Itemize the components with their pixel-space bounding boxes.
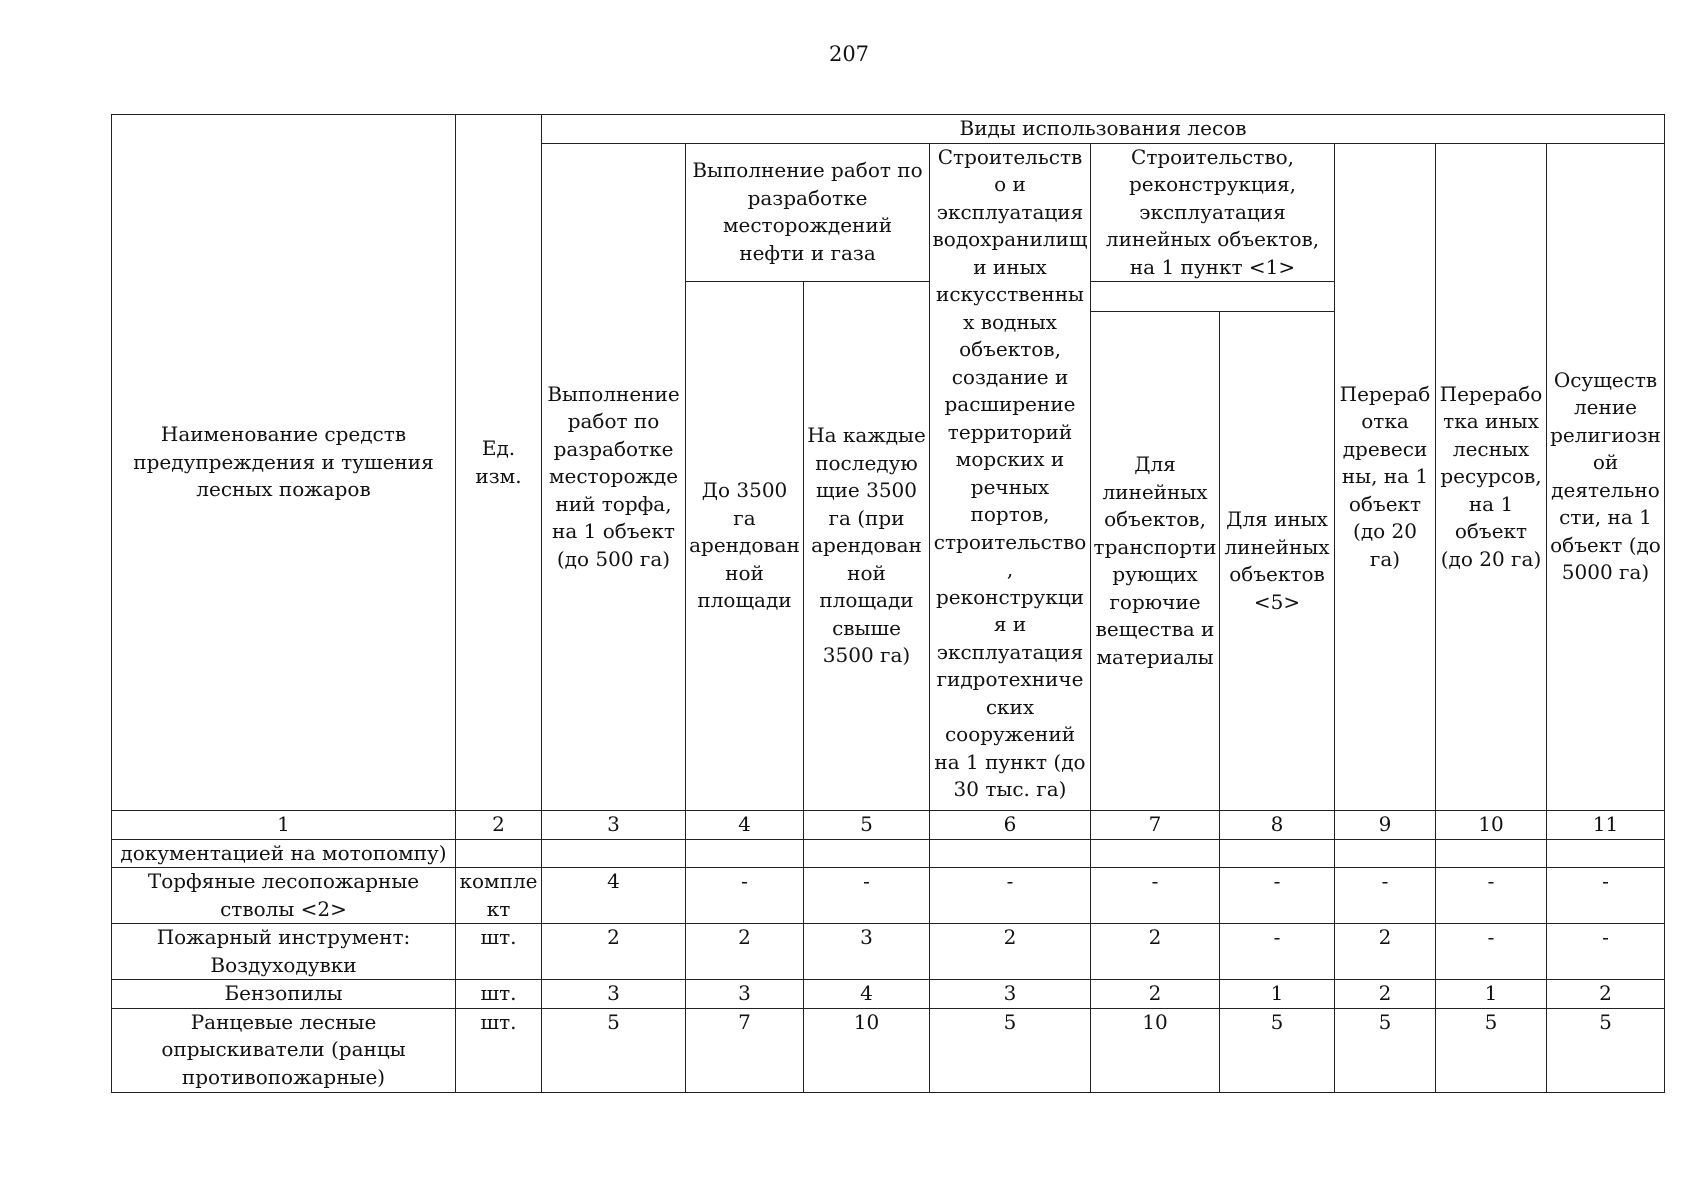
- row-value: 2: [1547, 980, 1665, 1009]
- column-number: 8: [1220, 811, 1335, 840]
- column-number: 1: [112, 811, 456, 840]
- row-value: 3: [930, 980, 1091, 1009]
- header-religious: Осуществление религиозной деятельности, на 1 объект (до 5000 га): [1547, 143, 1665, 811]
- table-row: [112, 868, 1665, 924]
- row-name: Пожарный инструмент: Воздуходувки: [112, 924, 456, 980]
- row-value: -: [1436, 924, 1547, 980]
- column-number: 10: [1436, 811, 1547, 840]
- row-value: [930, 839, 1091, 868]
- row-value: -: [1547, 924, 1665, 980]
- row-value: 2: [1335, 980, 1436, 1009]
- page-number: 207: [828, 42, 870, 66]
- row-value: -: [1220, 868, 1335, 924]
- row-value: -: [804, 868, 930, 924]
- row-unit: [456, 839, 542, 868]
- table-row: [112, 924, 1665, 980]
- table-row: [112, 1008, 1665, 1092]
- row-value: 2: [1091, 980, 1220, 1009]
- row-value: 7: [686, 1008, 804, 1092]
- header-row-1: [112, 115, 1665, 144]
- column-number: 11: [1547, 811, 1665, 840]
- row-value: 2: [542, 924, 686, 980]
- row-unit: шт.: [456, 924, 542, 980]
- column-number: 9: [1335, 811, 1436, 840]
- row-value: -: [1547, 868, 1665, 924]
- row-value: -: [930, 868, 1091, 924]
- header-name: Наименование средств предупреждения и тушения лесных пожаров: [112, 115, 456, 811]
- row-name: Торфяные лесопожарные стволы <2>: [112, 868, 456, 924]
- row-value: 3: [804, 924, 930, 980]
- column-numbers-row: [112, 811, 1665, 840]
- table-row: [112, 839, 1665, 868]
- column-number: 3: [542, 811, 686, 840]
- column-number: 2: [456, 811, 542, 840]
- row-value: [542, 839, 686, 868]
- header-other-resources: Переработка иных лесных ресурсов, на 1 объект (до 20 га): [1436, 143, 1547, 811]
- row-value: [1335, 839, 1436, 868]
- column-number: 7: [1091, 811, 1220, 840]
- row-value: 3: [542, 980, 686, 1009]
- row-value: -: [1220, 924, 1335, 980]
- row-name: документацией на мотопомпу): [112, 839, 456, 868]
- row-value: 2: [686, 924, 804, 980]
- header-each-next-3500: На каждые последующие 3500 га (при арендованной площади свыше 3500 га): [804, 282, 930, 811]
- header-group-oil-gas: Выполнение работ по разработке месторождений нефти и газа: [686, 143, 930, 282]
- header-group-forest-use: Виды использования лесов: [542, 115, 1665, 144]
- header-peat: Выполнение работ по разработке месторождений торфа, на 1 объект (до 500 га): [542, 143, 686, 811]
- row-value: 5: [542, 1008, 686, 1092]
- row-value: 3: [686, 980, 804, 1009]
- header-wood-processing: Переработка древесины, на 1 объект (до 20 га): [1335, 143, 1436, 811]
- header-linear-spacer: [1091, 282, 1335, 312]
- fire-equipment-table: [111, 114, 1665, 1093]
- row-value: [686, 839, 804, 868]
- row-value: 1: [1220, 980, 1335, 1009]
- row-value: 10: [1091, 1008, 1220, 1092]
- row-unit: шт.: [456, 1008, 542, 1092]
- header-flammable-linear: Для линейных объектов, транспортирующих горючие вещества и материалы: [1091, 312, 1220, 811]
- column-number: 6: [930, 811, 1091, 840]
- row-value: 2: [930, 924, 1091, 980]
- row-value: [1547, 839, 1665, 868]
- row-value: 4: [804, 980, 930, 1009]
- header-up-to-3500: До 3500 га арендованной площади: [686, 282, 804, 811]
- table-row: [112, 980, 1665, 1009]
- row-value: 1: [1436, 980, 1547, 1009]
- header-group-linear: Строительство, реконструкция, эксплуатация линейных объектов, на 1 пункт <1>: [1091, 143, 1335, 282]
- row-value: 5: [1436, 1008, 1547, 1092]
- row-value: 4: [542, 868, 686, 924]
- row-value: -: [1335, 868, 1436, 924]
- row-value: -: [1436, 868, 1547, 924]
- row-unit: комплект: [456, 868, 542, 924]
- row-value: 10: [804, 1008, 930, 1092]
- row-value: -: [1091, 868, 1220, 924]
- header-unit: Ед. изм.: [456, 115, 542, 811]
- header-other-linear: Для иных линейных объектов <5>: [1220, 312, 1335, 811]
- row-unit: шт.: [456, 980, 542, 1009]
- row-value: [1091, 839, 1220, 868]
- row-value: [1436, 839, 1547, 868]
- row-value: -: [686, 868, 804, 924]
- column-number: 4: [686, 811, 804, 840]
- row-value: 5: [1547, 1008, 1665, 1092]
- row-value: [1220, 839, 1335, 868]
- column-number: 5: [804, 811, 930, 840]
- row-value: 5: [1335, 1008, 1436, 1092]
- row-value: 2: [1091, 924, 1220, 980]
- row-value: 2: [1335, 924, 1436, 980]
- row-name: Ранцевые лесные опрыскиватели (ранцы противопожарные): [112, 1008, 456, 1092]
- header-reservoirs: Строительство и эксплуатация водохранилищ и иных искусственных водных объектов, создание и расширение территорий морских и речных портов, строительство, реконструкция и эксплуатация гидротехнических сооружений на 1 пункт (до 30 тыс. га): [930, 143, 1091, 811]
- row-value: 5: [1220, 1008, 1335, 1092]
- row-value: [804, 839, 930, 868]
- row-value: 5: [930, 1008, 1091, 1092]
- row-name: Бензопилы: [112, 980, 456, 1009]
